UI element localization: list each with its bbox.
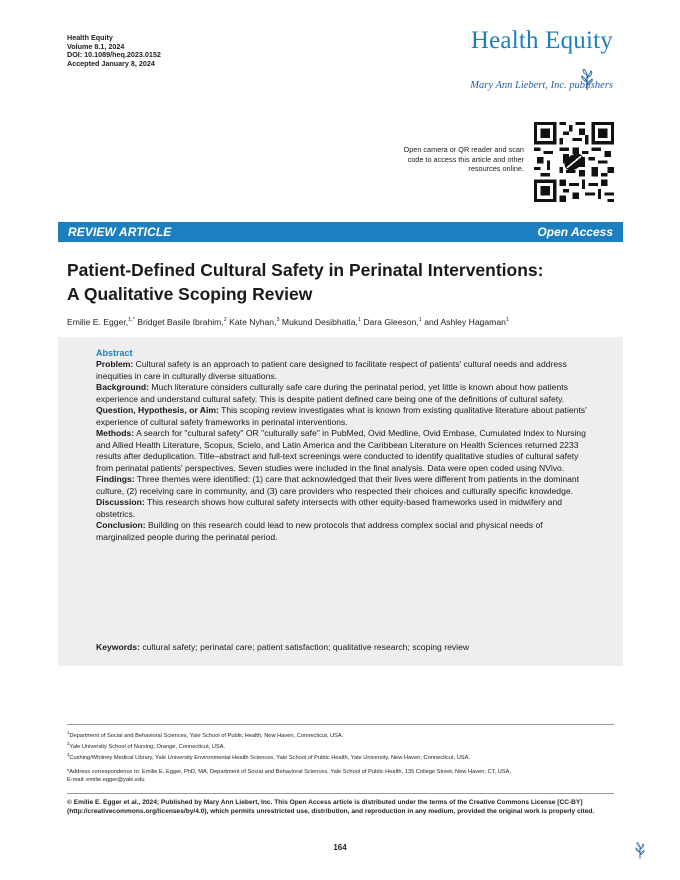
- journal-meta-line: Accepted January 8, 2024: [67, 58, 155, 68]
- correspondence-email[interactable]: E-mail: emilie.egger@yale.edu: [67, 777, 145, 784]
- publisher-leaf-icon: [633, 842, 647, 860]
- article-title-line: Patient-Defined Cultural Safety in Perinatal Interventions:: [67, 260, 544, 280]
- abstract-section-findings: [96, 474, 592, 497]
- author-name: Mukund Desibhatla,: [279, 317, 358, 327]
- abstract: [96, 348, 592, 543]
- license-statement: © Emilie E. Egger et al., 2024; Published by Mary Ann Liebert, Inc. This Open Access article is distributed under the terms of the Creative Commons License [CC-BY] (http://creativecommons.org/licenses/by/4.0), which permits unrestricted use, distribution, and reproduction in any medium, provided the original work is properly cited.: [67, 799, 595, 816]
- journal-meta-line: Volume 8.1, 2024: [67, 41, 125, 51]
- abstract-section-label: Question, Hypothesis, or Aim:: [96, 405, 219, 415]
- open-access-label: Open Access: [537, 225, 613, 239]
- affiliation-text: Department of Social and Behavioral Sciences, Yale School of Public Health, New Haven, Connecticut, USA.: [69, 732, 344, 739]
- abstract-section-text: Three themes were identified: (1) care that acknowledged that their lives were different from patients in the dominant culture, (2) receiving care in community, and (3) care providers who respected their choices and culturally specific knowledge.: [96, 474, 580, 496]
- journal-meta: [67, 34, 161, 68]
- abstract-section-conclusion: [96, 520, 592, 543]
- abstract-section-problem: [96, 359, 592, 382]
- abstract-section-discussion: [96, 497, 592, 520]
- author-affiliation-sup: 1: [505, 317, 509, 324]
- abstract-section-background: [96, 382, 592, 405]
- correspondence: [67, 768, 617, 785]
- article-type-banner: [58, 222, 623, 242]
- journal-logo: Health Equity: [470, 27, 613, 54]
- license-divider: [67, 793, 614, 794]
- journal-meta-line: DOI: 10.1089/heq.2023.0152: [67, 50, 161, 60]
- abstract-section-label: Problem:: [96, 359, 134, 369]
- author-name: Dara Gleeson,: [360, 317, 419, 327]
- article-title: [67, 258, 627, 306]
- abstract-section-text: Cultural safety is an approach to patient care designed to facilitate respect of patients' cultural needs and address inequities in care in culturally diverse situations.: [96, 359, 567, 381]
- affiliation-text: Yale University School of Nursing, Orange, Connecticut, USA.: [69, 744, 226, 751]
- affiliation-line: [67, 740, 617, 751]
- qr-note: Open camera or QR reader and scan code to access this article and other resources online.: [403, 145, 524, 174]
- author-name: Emilie E. Egger,: [67, 317, 129, 327]
- affiliation-line: [67, 729, 617, 740]
- abstract-section-text: Building on this research could lead to new protocols that address complex social and physical needs of marginalized people during the perinatal period.: [96, 520, 543, 542]
- author-name: Bridget Basile Ibrahim,: [134, 317, 224, 327]
- abstract-section-text: This research shows how cultural safety intersects with other equity-based frameworks used in midwifery and obstetrics.: [96, 497, 563, 519]
- affiliation-sup: 2: [67, 741, 70, 747]
- abstract-section-label: Findings:: [96, 474, 135, 484]
- author-affiliation-sup: 3: [276, 317, 280, 324]
- abstract-section-label: Discussion:: [96, 497, 145, 507]
- author-affiliation-sup: 1: [418, 317, 422, 324]
- affiliations: [67, 729, 617, 763]
- affiliation-line: [67, 751, 617, 762]
- author-affiliation-sup: 1,*: [128, 317, 135, 324]
- publisher-name: Mary Ann Liebert, Inc. publishers: [470, 80, 613, 91]
- footnote-divider: [67, 724, 614, 725]
- author-list: [67, 317, 627, 327]
- keywords-label: Keywords:: [96, 642, 140, 652]
- article-type-label: REVIEW ARTICLE: [68, 225, 172, 239]
- abstract-section-text: A search for "cultural safety" OR "culturally safe" in PubMed, Ovid Medline, Ovid Embase, Cumulated Index to Nursing and Allied Health Literature, Scopus, Scielo, and Latin America and the Caribbean Literature on Health Sciences returned 2233 results after deduplication. Title–abstract and full-text screenings were conducted to identify qualitative studies of cultural safety from perinatal patients' perspectives. Seven studies were included in the final analysis. Data were open coded using NVivo.: [96, 428, 586, 473]
- author-affiliation-sup: 2: [223, 317, 227, 324]
- abstract-section-label: Conclusion:: [96, 520, 146, 530]
- qr-code-icon[interactable]: [534, 122, 614, 202]
- correspondence-address: *Address correspondence to: Emilie E. Egger, PhD, MA, Department of Social and Behavioral Sciences, Yale School of Public Health, 135 College Street, New Haven, CT, USA,: [67, 769, 511, 775]
- author-name: and Ashley Hagaman: [421, 317, 506, 327]
- affiliation-sup: 3: [67, 752, 70, 758]
- article-title-line: A Qualitative Scoping Review: [67, 284, 313, 304]
- abstract-section-label: Methods:: [96, 428, 135, 438]
- abstract-section-aim: [96, 405, 592, 428]
- affiliation-text: Cushing/Whitney Medical Library, Yale University Environmental Health Sciences, Yale School of Public Health, Yale University, New Haven, Connecticut, USA.: [69, 755, 470, 762]
- abstract-section-methods: [96, 428, 592, 474]
- abstract-section-label: Background:: [96, 382, 149, 392]
- keywords-text: cultural safety; perinatal care; patient satisfaction; qualitative research; scoping review: [139, 642, 470, 652]
- abstract-section-text: Much literature considers culturally safe care during the perinatal period, yet little is known about how patients experience and understand cultural safety. This is despite patient defined care being one of the definitions of cultural safety.: [96, 382, 568, 404]
- abstract-heading: Abstract: [96, 348, 133, 358]
- journal-meta-line: Health Equity: [67, 33, 113, 42]
- author-name: Kate Nyhan,: [226, 317, 277, 327]
- affiliation-sup: 1: [67, 730, 70, 735]
- page-number: 164: [333, 843, 347, 852]
- author-affiliation-sup: 1: [357, 317, 361, 324]
- keywords: [96, 642, 592, 653]
- abstract-section-text: This scoping review investigates what is known from existing qualitative literature about patients' experience of cultural safety frameworks in perinatal interventions.: [96, 405, 587, 427]
